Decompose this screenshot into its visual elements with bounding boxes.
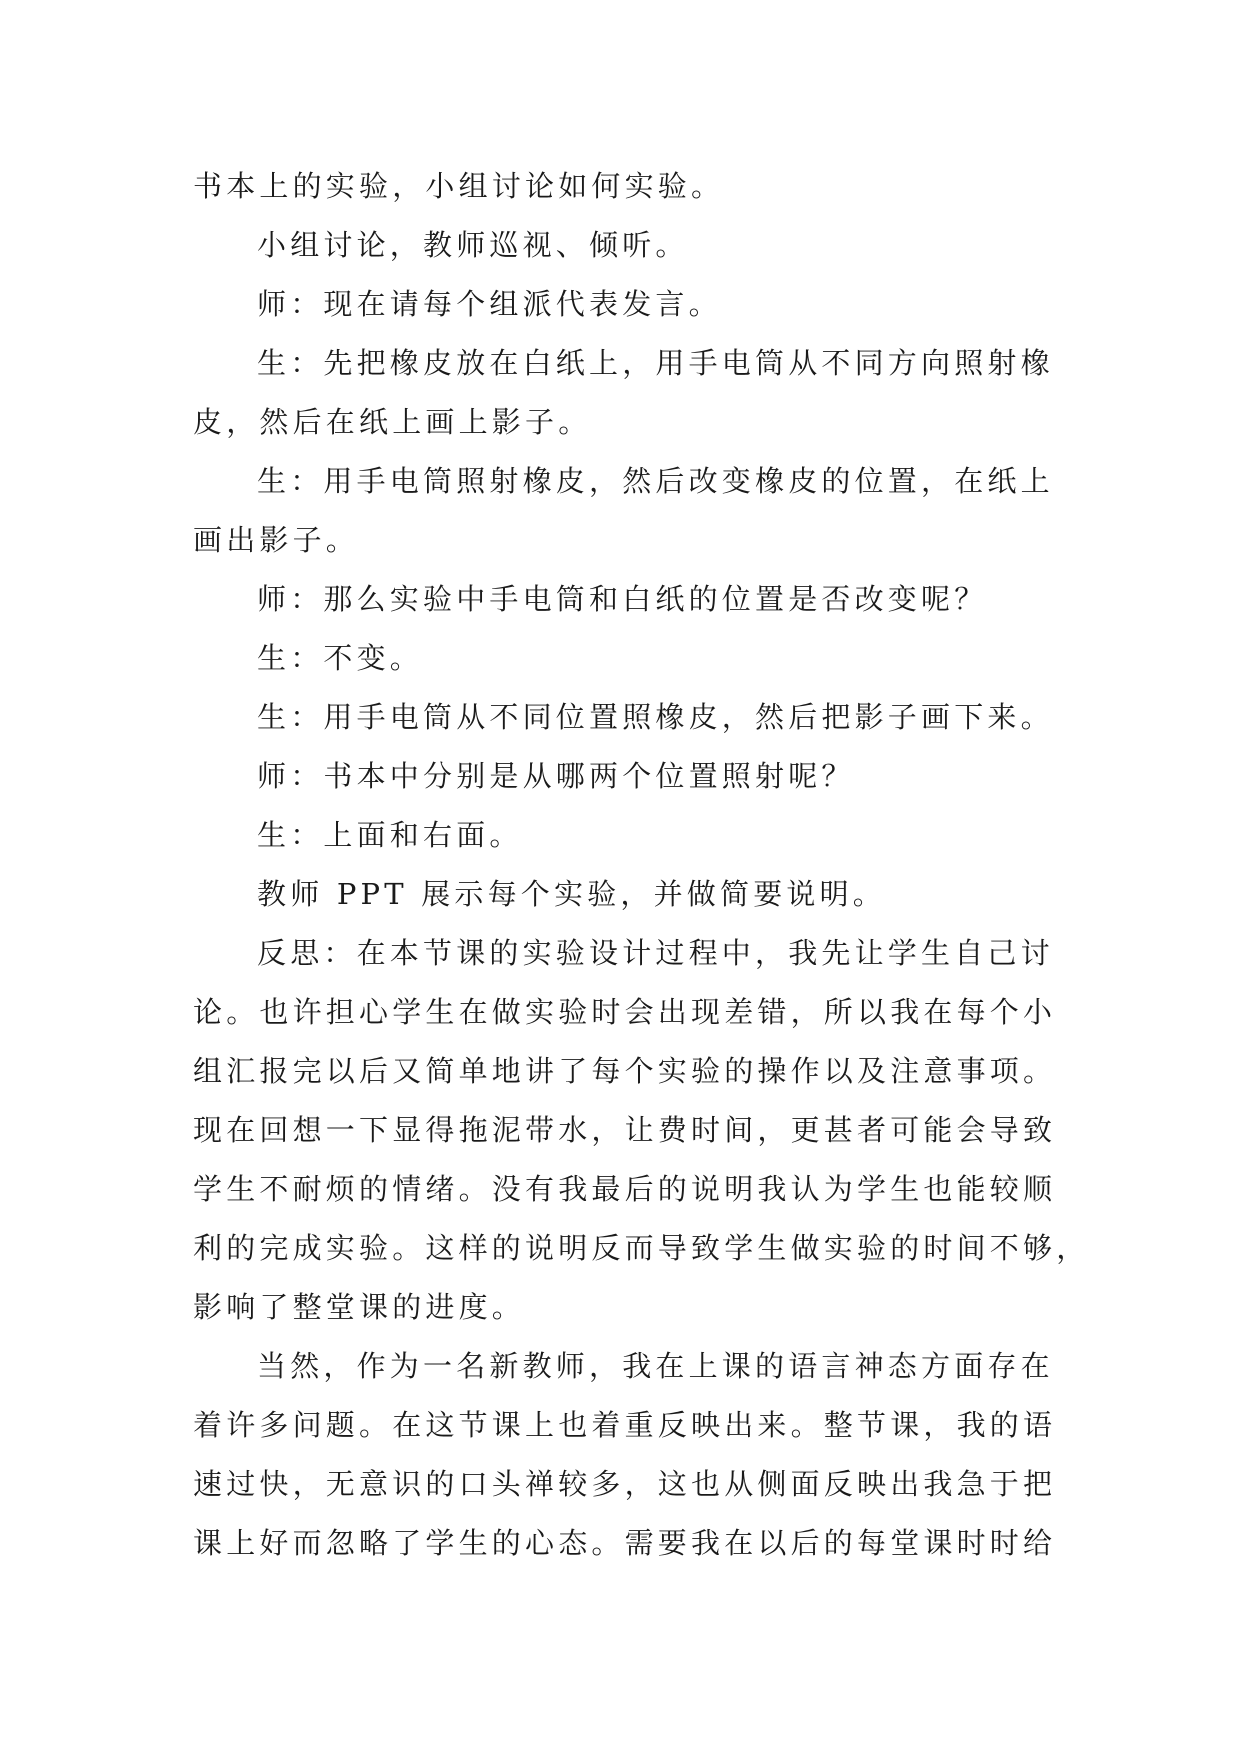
text-line: 教师 PPT 展示每个实验，并做简要说明。: [257, 877, 887, 911]
text-line: 课上好而忽略了学生的心态。需要我在以后的每堂课时时给: [193, 1526, 1057, 1560]
text-line: 现在回想一下显得拖泥带水，让费时间，更甚者可能会导致: [193, 1113, 1057, 1147]
text-line: 着许多问题。在这节课上也着重反映出来。整节课，我的语: [193, 1408, 1057, 1442]
text-line: 组汇报完以后又简单地讲了每个实验的操作以及注意事项。: [193, 1054, 1057, 1088]
text-line: 当然，作为一名新教师，我在上课的语言神态方面存在: [257, 1349, 1054, 1383]
text-line: 论。也许担心学生在做实验时会出现差错，所以我在每个小: [193, 995, 1057, 1029]
text-line: 学生不耐烦的情绪。没有我最后的说明我认为学生也能较顺: [193, 1172, 1057, 1206]
text-line: 生：用手电筒从不同位置照橡皮，然后把影子画下来。: [257, 700, 1054, 734]
text-line: 书本上的实验，小组讨论如何实验。: [193, 169, 725, 203]
text-line: 反思：在本节课的实验设计过程中，我先让学生自己讨: [257, 936, 1054, 970]
text-line: 生：用手电筒照射橡皮，然后改变橡皮的位置，在纸上: [257, 464, 1054, 498]
text-line: 小组讨论，教师巡视、倾听。: [257, 228, 689, 262]
text-line: 利的完成实验。这样的说明反而导致学生做实验的时间不够，: [193, 1231, 1090, 1265]
text-line: 画出影子。: [193, 523, 360, 557]
text-line: 生：先把橡皮放在白纸上，用手电筒从不同方向照射橡: [257, 346, 1054, 380]
text-line: 生：不变。: [257, 641, 424, 675]
text-line: 师：书本中分别是从哪两个位置照射呢？: [257, 759, 855, 793]
text-line: 师：那么实验中手电筒和白纸的位置是否改变呢？: [257, 582, 988, 616]
text-line: 生：上面和右面。: [257, 818, 523, 852]
text-line: 影响了整堂课的进度。: [193, 1290, 526, 1324]
text-line: 师：现在请每个组派代表发言。: [257, 287, 722, 321]
text-line: 皮，然后在纸上画上影子。: [193, 405, 592, 439]
text-line: 速过快，无意识的口头禅较多，这也从侧面反映出我急于把: [193, 1467, 1057, 1501]
